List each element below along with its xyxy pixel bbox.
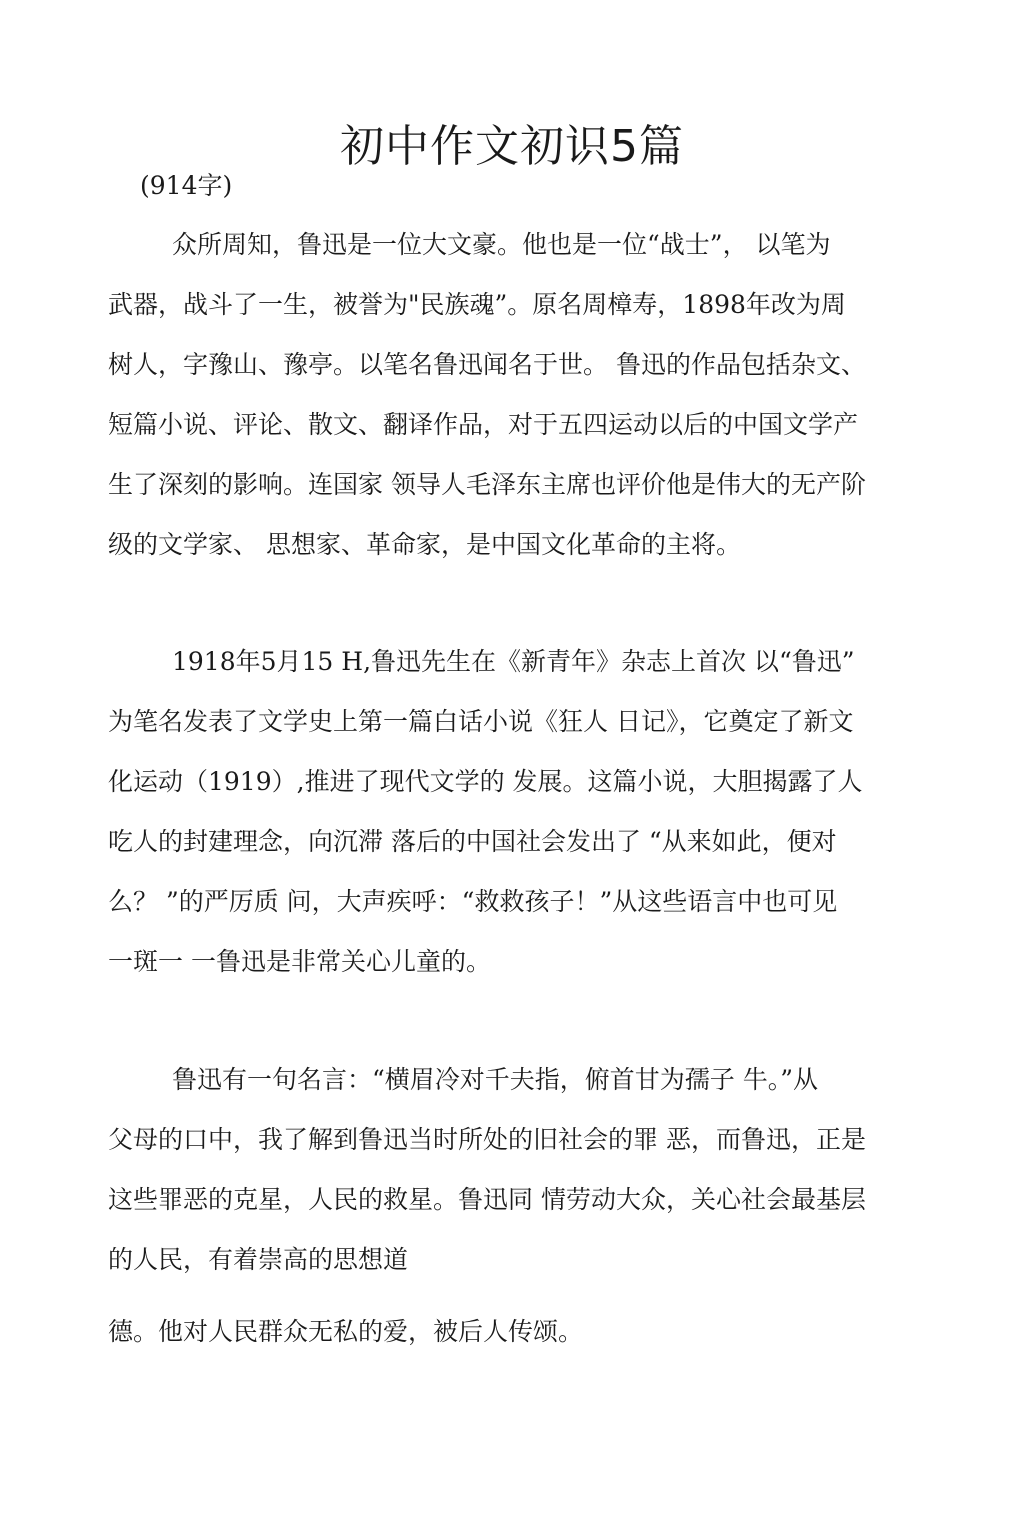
- paragraph-line: 鲁迅有一句名言：“横眉冷对千夫指，俯首甘为孺子 牛。”从: [172, 1065, 819, 1094]
- paragraph-line: 吃人的封建理念，向沉滞 落后的中国社会发出了 “从来如此，便对: [108, 827, 837, 856]
- paragraph-line: 为笔名发表了文学史上第一篇白话小说《狂人 日记》，它奠定了新文: [108, 707, 854, 736]
- paragraph-line: 化运动（1919）,推进了现代文学的 发展。这篇小说，大胆揭露了人: [108, 767, 863, 796]
- paragraph-line: 父母的口中，我了解到鲁迅当时所处的旧社会的罪 恶，而鲁迅，正是: [108, 1125, 866, 1154]
- paragraph-line: 的人民，有着崇高的思想道: [108, 1245, 409, 1274]
- document-title: 初中作文初识5篇: [340, 121, 684, 173]
- paragraph-line: 武器，战斗了一生，被誉为"民族魂”。原名周樟寿，1898年改为周: [108, 290, 846, 319]
- word-count: (914字): [140, 171, 233, 200]
- paragraph-line: 这些罪恶的克星，人民的救星。鲁迅同 情劳动大众，关心社会最基层: [108, 1185, 866, 1214]
- paragraph-line: 德。他对人民群众无私的爱，被后人传颂。: [108, 1317, 584, 1346]
- paragraph-line: 树人，字豫山、豫亭。以笔名鲁迅闻名于世。 鲁迅的作品包括杂文、: [108, 350, 866, 379]
- paragraph-line: 短篇小说、评论、散文、翻译作品，对于五四运动以后的中国文学产: [108, 410, 859, 439]
- paragraph-line: 一斑一 一鲁迅是非常关心儿童的。: [108, 947, 491, 976]
- paragraph-line: 1918年5月15 H,鲁迅先生在《新青年》杂志上首次 以“鲁迅”: [172, 647, 855, 676]
- paragraph-line: 众所周知，鲁迅是一位大文豪。他也是一位“战士”， 以笔为: [172, 230, 831, 259]
- paragraph-line: 级的文学家、 思想家、革命家，是中国文化革命的主将。: [108, 530, 741, 559]
- paragraph-line: 生了深刻的影响。连国家 领导人毛泽东主席也评价他是伟大的无产阶: [108, 470, 866, 499]
- paragraph-line: 么？ ”的严厉质 问，大声疾呼：“救救孩子！”从这些语言中也可见: [108, 887, 838, 916]
